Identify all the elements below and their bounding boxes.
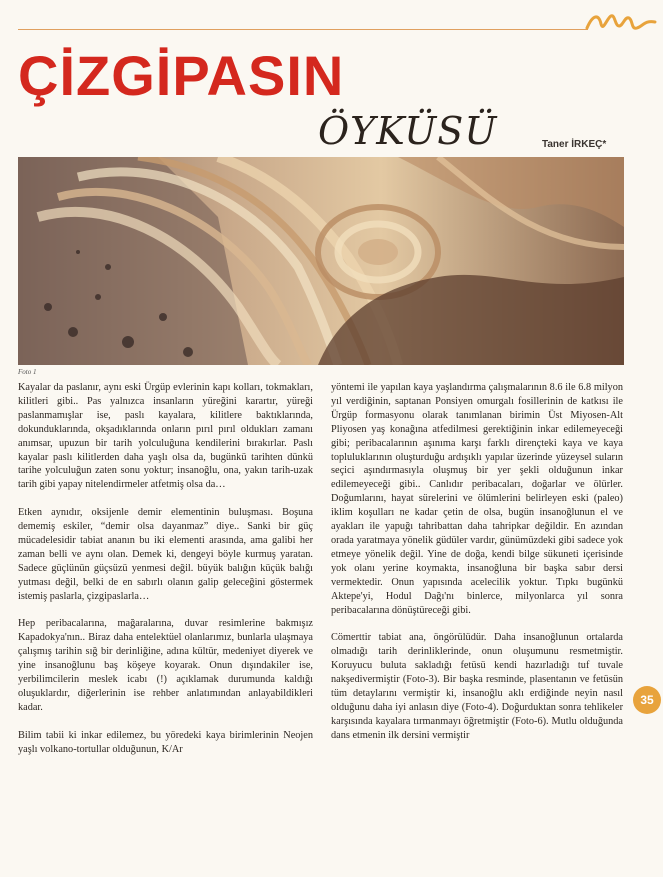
photo-caption: Foto 1 (18, 368, 37, 376)
page-number-badge: 35 (633, 686, 661, 714)
author-name: Taner İRKEÇ* (542, 139, 607, 150)
paragraph: Cömerttir tabiat ana, öngörülüdür. Daha insanoğlunun ortalarda olmadığı tarih derinliklerinde, onun oluşumunu resmetmiştir. Koruyucu buluta sakladığı fetüsü kendi hazırladığı tuf tuvale nakşedivermiştir (Foto-3). Bir başka resminde, plasentanın ve fetüsün tüm detaylarını vermiştir ki, insanoğlu aklı erdiğinde neyin nasıl olduğunu daha iyi anlasın diye (Foto-4). Doğurduktan sonra tehlikeler karşısında kayalara tırmanmayı öğretmiştir (Foto-6). Mutlu olduğunda dans etmenin ilk dersini vermiştir (331, 632, 623, 741)
paragraph: Bilim tabii ki inkar edilemez, bu yöredeki kaya birimlerinin Neojen yaşlı volkano-tortullar olduğunun, K/Ar (18, 729, 313, 755)
right-text-column (331, 381, 623, 756)
left-text-column (18, 381, 313, 770)
paragraph: yöntemi ile yapılan kaya yaşlandırma çalışmalarının 8.6 ile 6.8 milyon yıl verdiğinin, saptanan Ponsiyen omurgalı fosillerinin de katkısı ile Ürgüp formasyonu olarak tanımlanan birimin Üst Miyosen-Alt Pliyosen yaş konağına atfedilmesi gerektiğinin inkar edilemeyeceği gibi; peribacalarının aşınıma karşı farklı dirençteki kaya ve kaya topluluklarının oluşturduğu ardışıklı yapılar üzerinde yüzeysel suların seçici aşındırmasıyla oluşmuş bir yer şekli olduğunun inkar edilemeyeceği gibi.. Canlıdır peribacaları, doğarlar ve ölürler. Doğumlarını, hayat sürelerini ve ölümlerini belirleyen eski (paleo) iklim koşulları ne kadar çetin de olsa, bugün insanoğlunun el ve ayakları ile yapuğı tahribattan daha tahripkar değildir. En azından orada yaratmaya yönelik güdüler vardır, günümüzdeki gibi sadece yok etmeye yönelik değil. Yine de doğa, kendi bilge sükuneti içerisinde yok olanı yerine koymakta, insanoğluna bir başka sabır dersi vermektedir. Onun yapısında acelecilik yoktur. Tıpkı bugünkü Aktepe'yi, Hodul Dağı'nı binlerce, milyonlarca yıl sonra peribacalarına dönüştüreceği gibi. (331, 382, 623, 616)
paragraph: Etken aynıdır, oksijenle demir elementinin buluşması. Boşuna dememiş eskiler, “demir olsa dayanmaz” diye.. Sanki bir güç mücadelesidir tabiat ananın bu iki elementi arasında, ama galibi her zaman belli ve aynı olan. Demek ki, dengeyi böyle kurmuş yaratan. Sadece güçlünün güçsüzü yenmesi değil. büyük balığın küçük balığı yutması değil, belki de en sabırlı olanın galip geleceğini göstermek istemiş paslarla, çizgipaslarla… (18, 507, 313, 602)
rock-pattern-photo (18, 157, 624, 365)
decorative-line-ornament (585, 8, 657, 36)
header-rule (18, 29, 588, 30)
article-subtitle: ÖYKÜSÜ (318, 109, 498, 153)
paragraph: Hep peribacalarına, mağaralarına, duvar resimlerine bakmışız Kapadokya'nın.. Biraz daha entelektüel olanlarımız, bunlarla ulaşmaya çalışmış tarihin sığ bir derinliğine, adına kültür, medeniyet diyerek ve yine insanoğlunu baş köşeye koyarak. Onun dışındakiler ise, yerbilimcilerin meslek icabı (!) açıklamak durumunda kaldığı oluşuklardır, diğerlerinin ise rehber anlatımından anlayabildikleri kadar. (18, 618, 313, 713)
paragraph: Kayalar da paslanır, aynı eski Ürgüp evlerinin kapı kolları, tokmakları, kilitleri gibi.. Pas yalnızca insanların yüreğini karartır, yüreği paslanmamışlar ise, paslı kayalara, kilitlere baktıklarında, dokunduklarında, okşadıklarında onların pırıl pırıl oldukları zamanı anımsar, upuzun bir tarih yolculuğuna kendilerini bırakırlar. Paslı kayalar paslı kilitlerden daha yaşlı olsa da, bugünkü tarihten dünkü tarihe yolculuğun zaten sonu yoktur; insanoğlu, ona, yakın tarih-uzak tarih gibi yapay nitelendirmeler atfetmiş olsa da… (18, 382, 313, 491)
article-title: ÇİZGİPASIN (18, 44, 345, 107)
